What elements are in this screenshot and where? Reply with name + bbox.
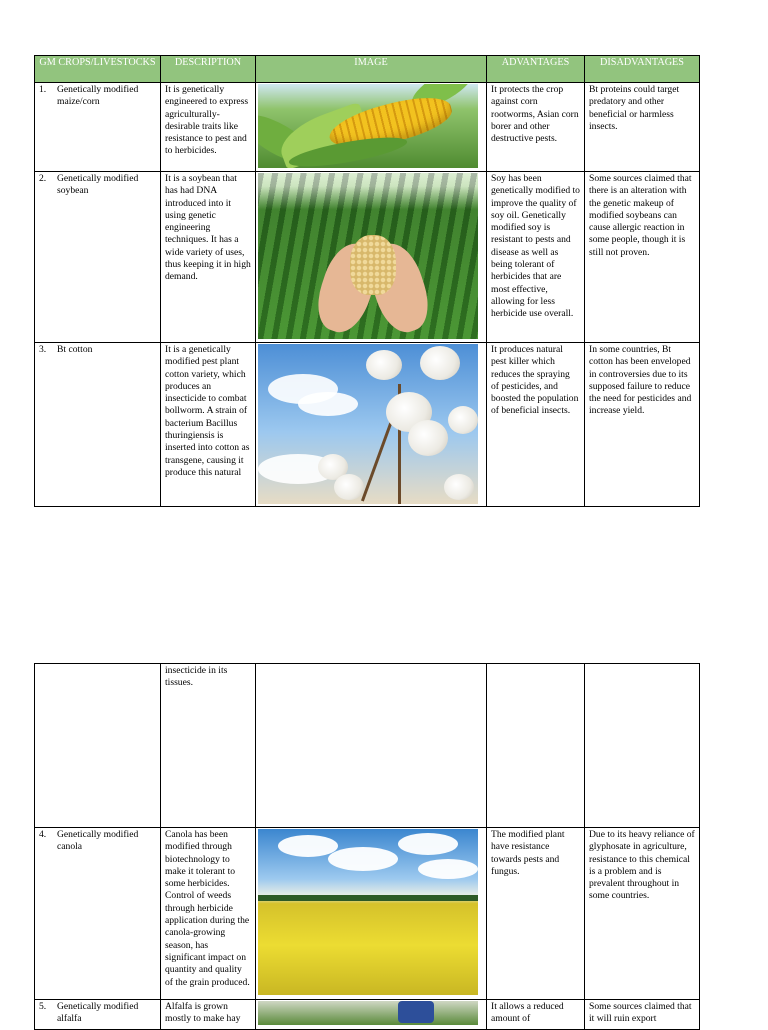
crop-cell (35, 1000, 161, 1030)
gm-crops-table-page1 (34, 55, 700, 507)
crop-name: Genetically modified alfalfa (57, 1001, 139, 1025)
row-number: 2. (39, 173, 47, 184)
crop-cell (35, 828, 161, 1000)
advantages-cell: The modified plant have resistance towards pests and fungus. (487, 828, 585, 1000)
advantages-cell: It allows a reduced amount of (487, 1000, 585, 1030)
disadvantages-cell: Some sources claimed that there is an alteration with the genetic makeup of modified soybeans can cause allergic reaction in some people, though it is still not proven. (585, 172, 700, 343)
header-image: IMAGE (256, 56, 487, 83)
advantages-cell: It protects the crop against corn rootworms, Asian corn borer and other destructive pests. (487, 83, 585, 172)
crop-name: Bt cotton (57, 344, 93, 355)
row-number: 3. (39, 344, 47, 355)
header-description: DESCRIPTION (161, 56, 256, 83)
advantages-cell: Soy has been genetically modified to improve the quality of soy oil. Genetically modified soy is resistant to pests and disease as well as being tolerant of herbicides that are most effective, allowing for less herbicide use overall. (487, 172, 585, 343)
description-cell: It is a genetically modified pest plant cotton variety, which produces an insecticide to combat bollworm. A strain of bacterium Bacillus thuringiensis is inserted into cotton as transgene, causing it produce this natural (161, 343, 256, 507)
image-cell (256, 172, 487, 343)
crop-cell (35, 83, 161, 172)
header-disadvantages: DISADVANTAGES (585, 56, 700, 83)
image-cell (256, 1000, 487, 1030)
row-number: 4. (39, 829, 47, 840)
table-row (35, 83, 700, 172)
advantages-cell: It produces natural pest killer which reduces the spraying of pesticides, and boosted the population of beneficial insects. (487, 343, 585, 507)
soybean-image (258, 173, 478, 339)
cotton-image (258, 344, 478, 504)
crop-cell (35, 172, 161, 343)
disadvantages-cell (585, 664, 700, 828)
crop-name: Genetically modified maize/corn (57, 84, 139, 108)
table-header-row (35, 56, 700, 83)
corn-image (258, 84, 478, 168)
table-row (35, 343, 700, 507)
crop-cell (35, 664, 161, 828)
header-crops: GM CROPS/LIVESTOCKS (35, 56, 161, 83)
gm-crops-table-page2 (34, 663, 700, 1030)
canola-image (258, 829, 478, 995)
image-cell (256, 83, 487, 172)
header-advantages: ADVANTAGES (487, 56, 585, 83)
table-row (35, 664, 700, 828)
disadvantages-cell: Bt proteins could target predatory and other beneficial or harmless insects. (585, 83, 700, 172)
advantages-cell (487, 664, 585, 828)
description-cell: insecticide in its tissues. (161, 664, 256, 828)
row-number: 1. (39, 84, 47, 95)
image-cell (256, 664, 487, 828)
description-cell: It is genetically engineered to express agriculturally-desirable traits like resistance to pest and to herbicides. (161, 83, 256, 172)
description-cell: Alfalfa is grown mostly to make hay (161, 1000, 256, 1030)
table-row (35, 828, 700, 1000)
disadvantages-cell: Due to its heavy reliance of glyphosate in agriculture, resistance to this chemical is a problem and is prevalent throughout in some countries. (585, 828, 700, 1000)
disadvantages-cell: In some countries, Bt cotton has been enveloped in controversies due to its supposed failure to reduce the need for pesticides and increase yield. (585, 343, 700, 507)
description-cell: It is a soybean that has had DNA introduced into it using genetic engineering techniques. It has a wide variety of uses, thus keeping it in high demand. (161, 172, 256, 343)
crop-name: Genetically modified canola (57, 829, 139, 853)
alfalfa-image (258, 1001, 478, 1025)
table-row (35, 1000, 700, 1030)
image-cell (256, 343, 487, 507)
crop-name: Genetically modified soybean (57, 173, 139, 197)
disadvantages-cell: Some sources claimed that it will ruin export (585, 1000, 700, 1030)
table-row (35, 172, 700, 343)
description-cell: Canola has been modified through biotechnology to make it tolerant to some herbicides. Control of weeds through herbicide application during the canola-growing season, has significant impact on quantity and quality of the grain produced. (161, 828, 256, 1000)
row-number: 5. (39, 1001, 47, 1012)
crop-cell (35, 343, 161, 507)
image-cell (256, 828, 487, 1000)
